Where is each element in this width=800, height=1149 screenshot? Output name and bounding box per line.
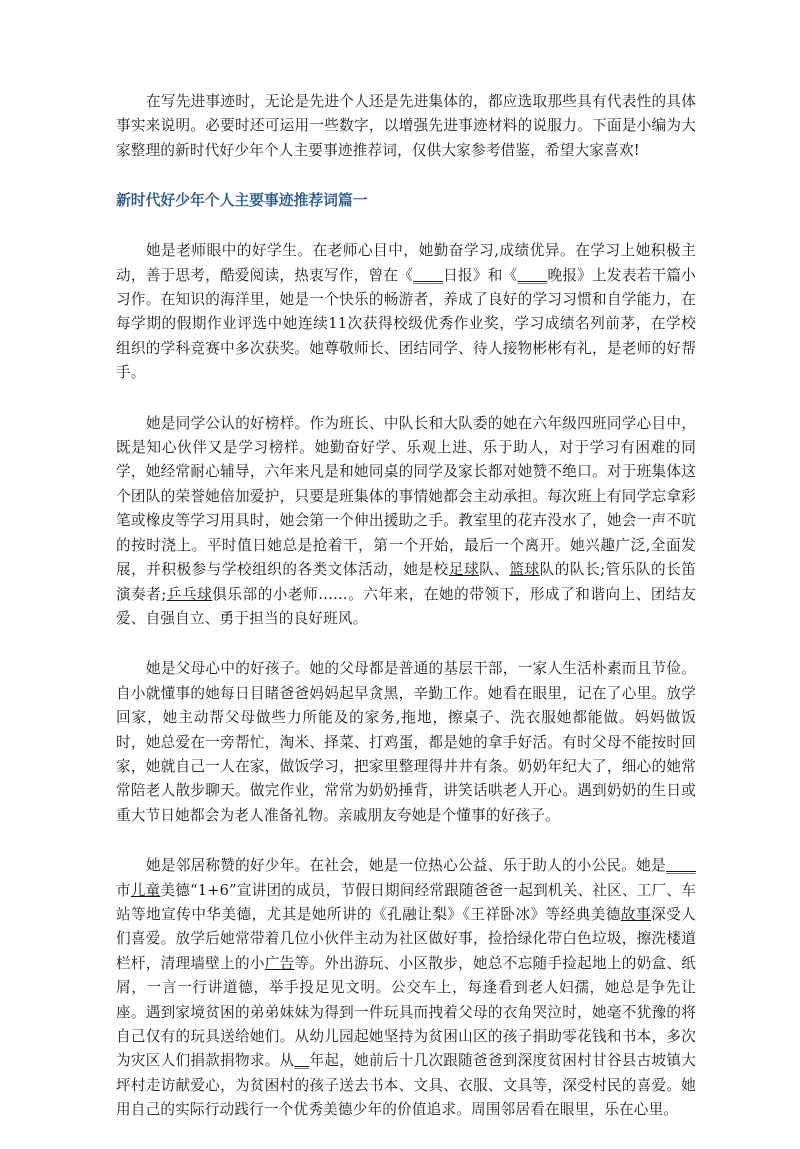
text-run: 市 (116, 881, 131, 899)
children-link[interactable]: 儿童 (130, 881, 161, 899)
text-run: 日报》和《 (443, 266, 518, 284)
paragraph-good-child: 她是父母心中的好孩子。她的父母都是普通的基层干部，一家人生活朴素而且节俭。自小就懂事的她每日目睹爸爸妈妈起早贪黑，辛勤工作。她看在眼里，记在了心里。放学回家，她主动帮父母做些力所能及的家务,拖地，擦桌子、洗衣服她都能做。妈妈做饭时，她总爱在一旁帮忙，淘米、择菜、打鸡蛋，都是她的拿手好活。有时父母不能按时回家，她就自己一人在家，做饭学习，把家里整理得井井有条。奶奶年纪大了，细心的她常常陪老人散步聊天。做完作业，常常为奶奶捶背，讲笑话哄老人开心。遇到奶奶的生日或重大节日她都会为老人准备礼物。亲戚朋友夸她是个懂事的好孩子。 (116, 660, 696, 824)
paragraph-good-neighbor (116, 854, 696, 1122)
text-run: 深受人们喜爱。放学后她常带着几位小伙伴主动为社区做好事，捡拾绿化带白色垃圾，擦洗楼道栏杆，清理墙壁上的小 (116, 905, 696, 972)
section-heading: 新时代好少年个人主要事迹推荐词篇一 (116, 192, 368, 210)
intro-paragraph: 在写先进事迹时，无论是先进个人还是先进集体的，都应选取那些具有代表性的具体事实来说明。必要时还可运用一些数字，以增强先进事迹材料的说服力。下面是小编为大家整理的新时代好少年个人主要事迹推荐词，仅供大家参考借鉴，希望大家喜欢! (116, 93, 696, 159)
text-run: 美德“1+6”宣讲团的成员，节假日期间经常跟随爸爸一起到机关、社区、工厂、车站等地宣传中华美德，尤其是她所讲的《孔融让梨》《王祥卧冰》等经典美德 (116, 881, 697, 923)
text-run: 年起，她前后十几次跟随爸爸到深度贫困村甘谷县古坡镇大坪村走访献爱心，为贫困村的孩子送去书本、文具、衣服、文具等，深受村民的喜爱。她用自己的实际行动践行一个优秀美德少年的价值追求。周围邻居看在眼里，乐在心里。 (116, 1052, 696, 1119)
basketball-link[interactable]: 篮球 (509, 561, 540, 579)
text-run: 俱乐部的小老师……。六年来，在她的带领下，形成了和谐向上、团结友爱、自强自立、勇于担当的良好班风。 (116, 585, 696, 627)
text-run: 她是邻居称赞的好少年。在社会，她是一位热心公益、乐于助人的小公民。她是 (146, 857, 666, 875)
blank-field: ____ (517, 266, 548, 284)
football-link[interactable]: 足球 (448, 561, 480, 579)
document-body (116, 90, 696, 1149)
text-run: 队、 (479, 561, 510, 579)
blank-field: ____ (666, 857, 696, 875)
text-run: 等。外出游玩、小区散步，她总不忘随手捡起地上的奶盒、纸屑，一言一行讲道德，举手投足见文明。公交车上，每逢看到老人妇孺，她总是争先让座。遇到家境贫困的弟弟妹妹为得到一件玩具而拽着父母的衣角哭泣时，她毫不犹豫的将自己仅有的玩具送给她们。从幼儿园起她坚持为贫困山区的孩子捐助零花钱和书本，多次为灾区人们捐款捐物求。从 (116, 954, 696, 1070)
paragraph-role-model (116, 412, 696, 632)
blank-field: ____ (413, 266, 444, 284)
advertisement-link[interactable]: 广告 (264, 954, 295, 972)
text-run: 队的队长;管乐队的长笛演奏者; (116, 561, 697, 603)
text-run: 她是同学公认的好榜样。作为班长、中队长和大队委的她在六年级四班同学心目中，既是知心伙伴又是学习榜样。她勤奋好学、乐观上进、乐于助人，对于学习有困难的同学，她经常耐心辅导，六年来凡是和她同桌的同学及家长都对她赞不绝口。对于班集体这个团队的荣誉她倍加爱护，只要是班集体的事情她都会主动承担。每次班上有同学忘拿彩笔或橡皮等学习用具时，她会第一个伸出援助之手。教室里的花卉没水了，她会一声不吭的按时浇上。平时值日她总是抢着干，第一个开始，最后一个离开。她兴趣广泛,全面发展，并积极参与学校组织的各类文体活动，她是校 (116, 414, 696, 579)
text-run: 她是老师眼中的好学生。在老师心目中，她勤奋学习,成绩优异。在学习上她积极主动，善于思考，酷爱阅读，热衷写作，曾在《 (116, 242, 696, 284)
blank-field: __ (294, 1052, 310, 1070)
paragraph-good-student (116, 239, 696, 385)
story-link[interactable]: 故事 (620, 905, 652, 923)
ping-pong-link[interactable]: 乒乓球 (166, 585, 213, 603)
text-run: 晚报》上发表若干篇小习作。在知识的海洋里，她是一个快乐的畅游者，养成了良好的学习习惯和自学能力，在每学期的假期作业评选中她连续11次获得校级优秀作业奖，学习成绩名列前茅，在学校组织的学科竞赛中多次获奖。她尊敬师长、团结同学、待人接物彬彬有礼，是老师的好帮手。 (116, 266, 696, 382)
